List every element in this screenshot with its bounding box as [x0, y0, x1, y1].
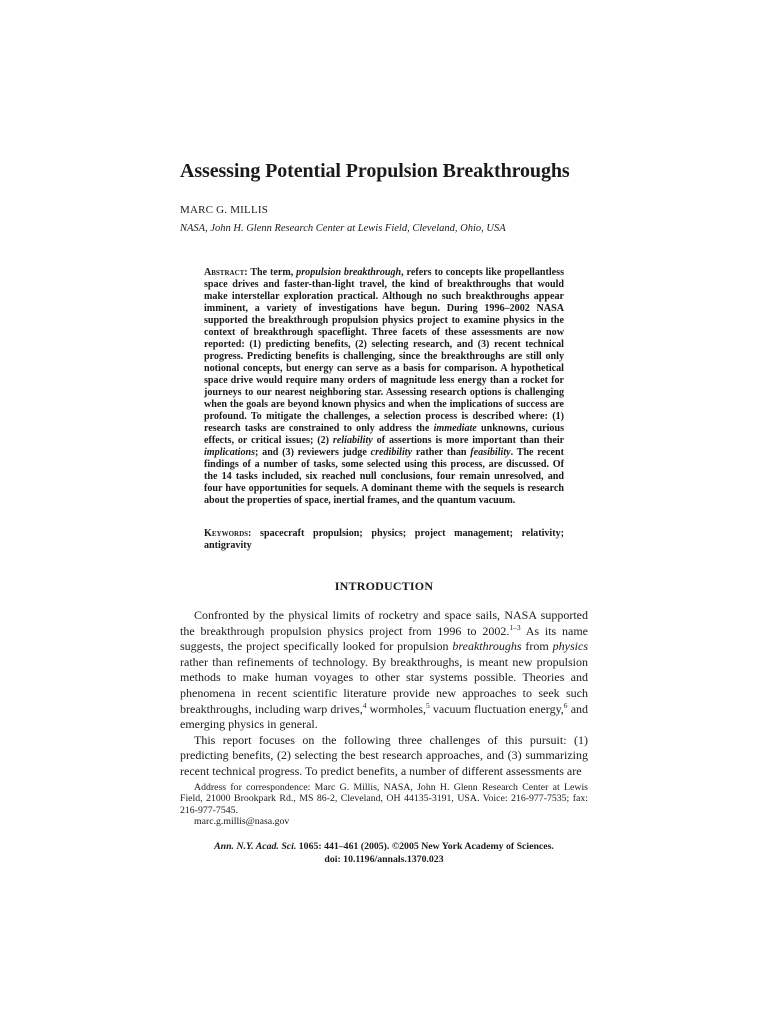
intro-breakthroughs: breakthroughs	[452, 639, 522, 654]
abstract-text-6: rather than	[415, 447, 467, 458]
intro-paragraph-1	[180, 608, 588, 733]
intro-text-1b: As its name suggests, the project specifically looked for propulsion	[180, 623, 588, 654]
author-affiliation: NASA, John H. Glenn Research Center at Lewis Field, Cleveland, Ohio, USA	[180, 223, 506, 234]
footnote-address: Address for correspondence: Marc G. Millis, NASA, John H. Glenn Research Center at Lewis Field, 21000 Brookpark Rd., MS 86-2, Cleveland, OH 44135-3191, USA. Voice: 216-977-7535; fax: 216-977-7545.	[180, 782, 588, 816]
intro-wormholes: wormholes,	[369, 701, 426, 716]
footnote	[180, 782, 588, 828]
intro-text-1d: and emerging physics in general.	[180, 701, 589, 732]
intro-text-1a: Confronted by the physical limits of rocketry and space sails, NASA supported the breakthrough propulsion physics project from 1996 to 2002.	[180, 608, 588, 638]
abstract-term: propulsion breakthrough	[296, 267, 402, 278]
abstract-implications: implications	[204, 447, 256, 458]
abstract-feasibility: feasibility	[470, 447, 511, 458]
citation-journal: Ann. N.Y. Acad. Sci.	[214, 841, 297, 852]
abstract-reliability: reliability	[332, 435, 373, 446]
ref-6: 6	[563, 700, 568, 710]
abstract-credibility: credibility	[370, 447, 413, 458]
citation-doi: doi: 10.1196/annals.1370.023	[324, 854, 444, 865]
abstract-text-3: unknowns, curious effects, or critical issues; (2)	[204, 423, 564, 446]
intro-paragraph-2: This report focuses on the following three challenges of this pursuit: (1) predicting benefits, (2) selecting the best research approaches, and (3) summarizing recent technical progress. To predict benefits, a number of different assessments are	[180, 732, 588, 778]
abstract-text-7: . The recent findings of a number of tasks, some selected using this process, are discussed. Of the 14 tasks included, six reached null conclusions, four remain unresolved, and four have opportunities for sequels. A dominant theme with the sequels is research about the properties of space, inertial frames, and the quantum vacuum.	[204, 447, 564, 506]
keywords-label: Keywords:	[204, 528, 252, 539]
paper-title: Assessing Potential Propulsion Breakthroughs	[180, 160, 570, 182]
abstract-immediate: immediate	[433, 423, 477, 434]
intro-vacuum: vacuum fluctuation energy,	[432, 701, 564, 716]
ref-4: 4	[362, 700, 367, 710]
intro-physics: physics	[552, 639, 588, 654]
abstract-text-1: The term,	[250, 267, 294, 278]
keywords	[204, 528, 564, 552]
citation-line-1	[180, 840, 588, 853]
section-heading: INTRODUCTION	[334, 579, 434, 593]
author-name: MARC G. MILLIS	[180, 204, 269, 216]
ref-1-3: 1–3	[509, 622, 521, 632]
footnote-email: marc.g.millis@nasa.gov	[194, 816, 290, 828]
abstract-text-2: , refers to concepts like propellantless space drives and faster-than-light travel, the kind of breakthroughs that would make interstellar exploration practical. Although no such breakthroughs appear imminent, a variety of investigations have begun. During 1996–2002 NASA supported the breakthrough propulsion physics project to examine physics in the context of breakthrough spaceflight. Three facets of these assessments are now reported: (1) predicting benefits, (2) selecting research, and (3) recent technical progress. Predicting benefits is challenging, since the breakthroughs are still only notional concepts, but energy can serve as a basis for comparison. A hypothetical space drive would require many orders of magnitude less energy than a rocket for journeys to our nearest neighboring star. Assessing research options is challenging when the goals are beyond known physics and when the implications of success are profound. To mitigate the challenges, a selection process is described where: (1) research tasks are constrained to only address the	[204, 267, 565, 434]
citation	[180, 840, 588, 866]
keywords-text: spacecraft propulsion; physics; project management; relativity; antigravity	[204, 528, 564, 551]
abstract-text-5: ; and (3) reviewers judge	[255, 447, 367, 458]
intro-text-1c: rather than refinements of technology. By breakthroughs, is meant new propulsion methods to make human voyages to other star systems possible. Theories and phenomena in recent scientific literature provide new approaches to seek such breakthroughs, including warp drives,	[180, 654, 588, 716]
introduction-body	[180, 608, 588, 780]
abstract	[204, 267, 564, 507]
ref-5: 5	[425, 700, 430, 710]
abstract-label: Abstract:	[204, 267, 248, 278]
citation-details: 1065: 441–461 (2005). ©2005 New York Academy of Sciences.	[298, 841, 554, 852]
intro-from: from	[525, 639, 549, 654]
abstract-text-4: of assertions is more important than their	[376, 435, 564, 446]
